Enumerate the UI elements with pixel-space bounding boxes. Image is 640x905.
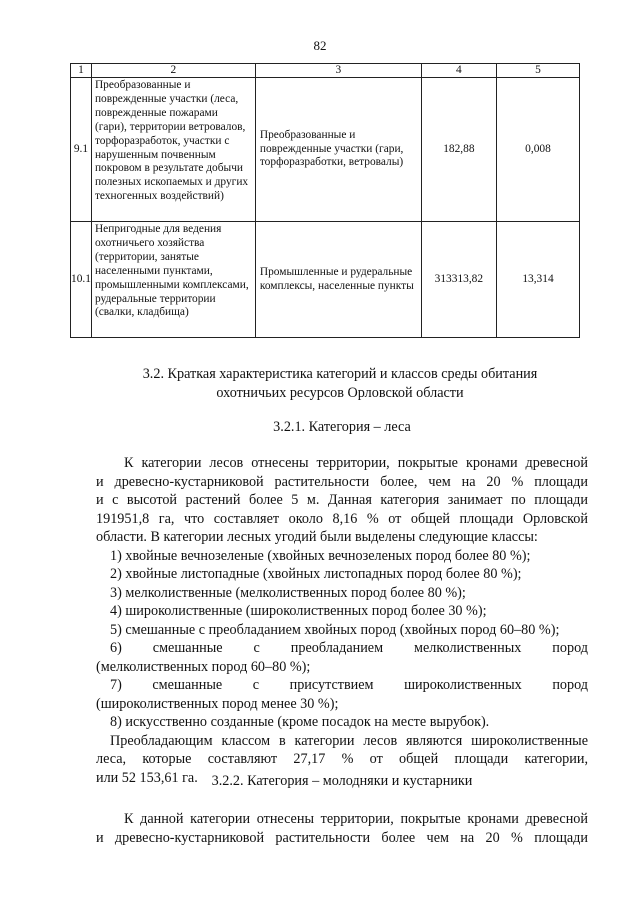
- percent-cell: 13,314: [496, 222, 579, 338]
- class-cell: Промышленные и рудеральные комплексы, населенные пункты: [255, 222, 421, 338]
- header-cell: 2: [91, 64, 255, 78]
- list-item: 1) хвойные вечнозеленые (хвойных вечнозеленых пород более 80 %);: [110, 547, 531, 564]
- list-item: 3) мелколиственные (мелколиственных пород более 80 %);: [110, 584, 466, 601]
- percent-cell: 0,008: [496, 78, 579, 222]
- paragraph-line: К данной категории отнесены территории, покрытые кронами древесной: [124, 811, 588, 827]
- section-3-2-1-heading: 3.2.1. Категория – леса: [273, 419, 411, 435]
- list-item: 7) смешанные с присутствием широколиственных пород: [110, 677, 588, 693]
- list-item: 6) смешанные с преобладанием мелколиственных пород: [110, 640, 588, 656]
- paragraph-line: К категории лесов отнесены территории, покрытые кронами древесной: [124, 455, 588, 471]
- page-number: 82: [313, 38, 327, 53]
- list-item: 2) хвойные листопадные (хвойных листопадных пород более 80 %);: [110, 566, 522, 582]
- paragraph-line: и древесно-кустарниковой растительности более, чем на 20 % площади: [96, 473, 588, 490]
- category-cell: Преобразованные и поврежденные участки (леса, поврежденные пожарами (гари), территории ветровалов, торфоразработок, участки с нарушенным почвенным покровом в результате добычи полезных ископаемых и других техногенных воздействий): [91, 78, 255, 222]
- summary-line: Преобладающим классом в категории лесов являются широколиственные: [110, 732, 588, 749]
- habitat-table: [70, 63, 580, 338]
- table-row: [71, 222, 580, 338]
- heading-line: охотничьих ресурсов Орловской области: [216, 384, 464, 401]
- list-item: 5) смешанные с преобладанием хвойных пород (хвойных пород 60–80 %);: [110, 621, 560, 638]
- list-item: 8) искусственно созданные (кроме посадок на месте вырубок).: [110, 714, 490, 730]
- paragraph-line: 191951,8 га, что составляет около 8,16 % от общей площади Орловской: [96, 510, 588, 527]
- header-cell: 3: [255, 64, 421, 78]
- summary-line: леса, которые составляют 27,17 % от общей площади категории,: [96, 751, 588, 767]
- summary-line: или 52 153,61 га.: [96, 769, 198, 786]
- row-number-cell: 10.1: [71, 222, 92, 338]
- section-3-2-2-heading: 3.2.2. Категория – молодняки и кустарники: [211, 773, 473, 789]
- row-number-cell: 9.1: [71, 78, 92, 222]
- category-cell: Непригодные для ведения охотничьего хозяйства (территории, занятые населенными пунктами, промышленными комплексами, рудеральные территории (свалки, кладбища): [91, 222, 255, 338]
- young-forests-paragraph: [96, 810, 588, 847]
- class-cell: Преобразованные и поврежденные участки (гари, торфоразработки, ветровалы): [255, 78, 421, 222]
- forests-paragraph: [96, 454, 588, 787]
- paragraph-line: и древесно-кустарниковой растительности более чем на 20 % площади: [96, 829, 588, 846]
- header-cell: 1: [71, 64, 92, 78]
- table-row: [71, 78, 580, 222]
- heading-line: 3.2. Краткая характеристика категорий и классов среды обитания: [142, 366, 538, 382]
- table-header-row: [71, 64, 580, 78]
- list-item-continuation: (мелколиственных пород 60–80 %);: [96, 658, 311, 675]
- paragraph-line: и с высотой растений более 5 м. Данная категория занимает по площади: [96, 492, 588, 508]
- area-cell: 313313,82: [421, 222, 496, 338]
- header-cell: 5: [496, 64, 579, 78]
- header-cell: 4: [421, 64, 496, 78]
- section-3-2-heading: [90, 365, 590, 402]
- paragraph-line: области. В категории лесных угодий были выделены следующие классы:: [96, 529, 538, 545]
- list-item: 4) широколиственные (широколиственных пород более 30 %);: [110, 603, 487, 619]
- area-cell: 182,88: [421, 78, 496, 222]
- list-item-continuation: (широколиственных пород менее 30 %);: [96, 695, 339, 712]
